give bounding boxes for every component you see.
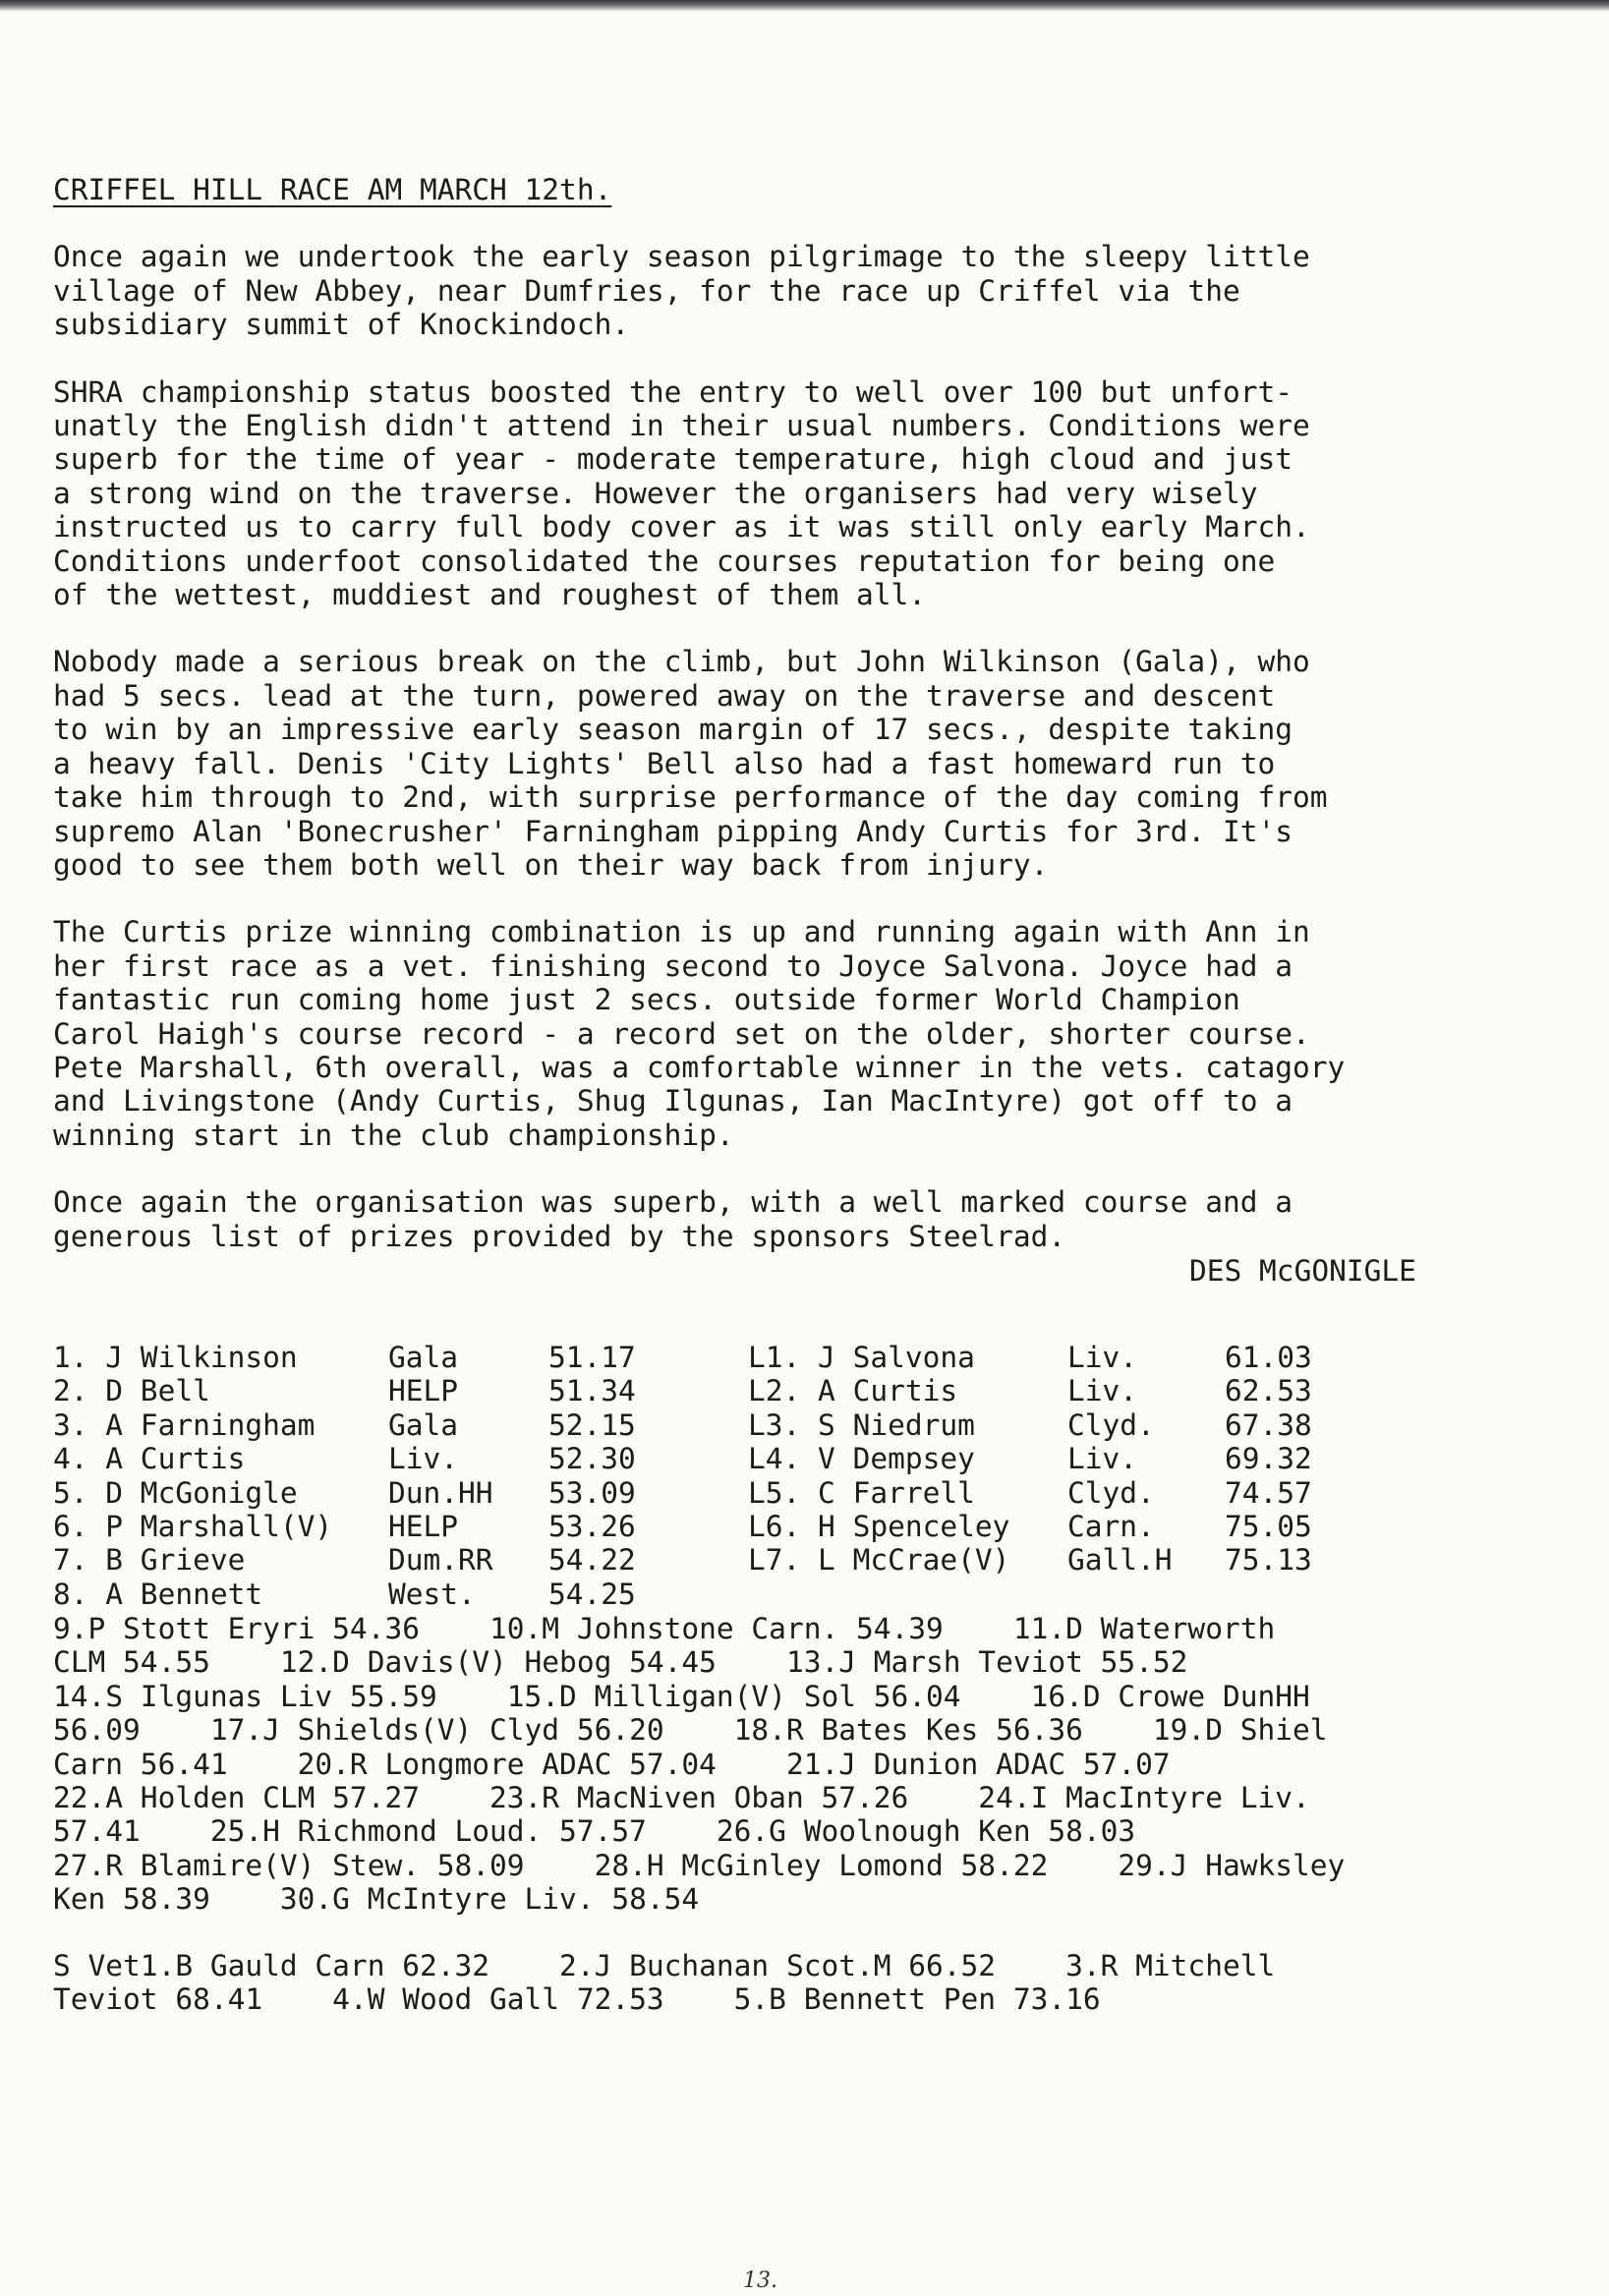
ladies-time-cell: 75.13 [1225, 1543, 1312, 1578]
paragraph-line: of the wettest, muddiest and roughest of them all. [53, 578, 927, 612]
club-cell: Dun.HH [388, 1475, 493, 1510]
results-line: 22.A Holden CLM 57.27 23.R MacNiven Oban 57.26 24.I MacIntyre Liv. [53, 1781, 1310, 1815]
vets-line: Teviot 68.41 4.W Wood Gall 72.53 5.B Bennett Pen 73.16 [53, 1982, 1101, 2017]
results-line: 14.S Ilgunas Liv 55.59 15.D Milligan(V) Sol 56.04 16.D Crowe DunHH [53, 1679, 1310, 1713]
ladies-club-cell: Gall.H [1067, 1543, 1173, 1578]
ladies-club-cell: Liv. [1067, 1442, 1138, 1476]
paragraph-line: a heavy fall. Denis 'City Lights' Bell also had a fast homeward run to [53, 746, 1276, 780]
ladies-time-cell: 75.05 [1225, 1509, 1312, 1543]
paragraph-line: a strong wind on the traverse. However the organisers had very wisely [53, 476, 1258, 510]
ladies-time-cell: 74.57 [1225, 1475, 1312, 1510]
time-cell: 54.25 [548, 1577, 636, 1611]
ladies-position-name-cell: L3. S Niedrum [748, 1407, 975, 1442]
ladies-club-cell: Clyd. [1067, 1475, 1155, 1510]
paragraph-line: Carol Haigh's course record - a record set on the older, shorter course. [53, 1016, 1310, 1051]
paragraph-line: to win by an impressive early season margin of 17 secs., despite taking [53, 713, 1293, 747]
results-line: CLM 54.55 12.D Davis(V) Hebog 54.45 13.J Marsh Teviot 55.52 [53, 1645, 1188, 1680]
ladies-club-cell: Liv. [1067, 1374, 1138, 1408]
paragraph [53, 915, 1567, 1152]
paragraph-line: take him through to 2nd, with surprise performance of the day coming from [53, 780, 1328, 815]
results-line: Carn 56.41 20.R Longmore ADAC 57.04 21.J Dunion ADAC 57.07 [53, 1747, 1171, 1781]
paragraph [53, 375, 1567, 612]
paragraph-line: fantastic run coming home just 2 secs. outside former World Champion [53, 983, 1240, 1017]
paragraph-line: SHRA championship status boosted the entry to well over 100 but unfort- [53, 374, 1293, 409]
page-number: 13. [743, 2268, 777, 2293]
paragraph-line: good to see them both well on their way back from injury. [53, 847, 1049, 882]
ladies-time-cell: 62.53 [1225, 1374, 1312, 1408]
ladies-position-name-cell: L5. C Farrell [748, 1475, 975, 1510]
results-line: Ken 58.39 30.G McIntyre Liv. 58.54 [53, 1882, 700, 1917]
time-cell: 54.22 [548, 1543, 636, 1578]
position-name-cell: 7. B Grieve [53, 1543, 246, 1578]
position-name-cell: 8. A Bennett [53, 1577, 263, 1611]
article-title: CRIFFEL HILL RACE AM MARCH 12th. [53, 173, 612, 206]
paragraph-line: superb for the time of year - moderate temperature, high cloud and just [53, 442, 1293, 477]
club-cell: Gala [388, 1407, 459, 1442]
paragraph-line: and Livingstone (Andy Curtis, Shug Ilgunas, Ian MacIntyre) got off to a [53, 1084, 1293, 1119]
results-continued [53, 1612, 1345, 1917]
paragraph-line: winning start in the club championship. [53, 1118, 734, 1152]
time-cell: 52.30 [548, 1442, 636, 1476]
vets-results [53, 1949, 1275, 2017]
position-name-cell: 1. J Wilkinson [53, 1341, 298, 1374]
ladies-position-name-cell: L1. J Salvona [748, 1341, 975, 1374]
club-cell: Dum.RR [388, 1543, 493, 1578]
article-body [53, 240, 1567, 1253]
results-line: 9.P Stott Eryri 54.36 10.M Johnstone Carn. 54.39 11.D Waterworth [53, 1612, 1276, 1645]
page-top-border [0, 0, 1609, 12]
time-cell: 52.15 [548, 1407, 636, 1442]
paragraph-line: village of New Abbey, near Dumfries, for the race up Criffel via the [53, 273, 1240, 308]
paragraph-line: The Curtis prize winning combination is up and running again with Ann in [53, 915, 1310, 949]
paragraph-line: Once again the organisation was superb, with a well marked course and a [53, 1185, 1293, 1220]
paragraph [53, 1185, 1567, 1253]
position-name-cell: 6. P Marshall(V) [53, 1509, 333, 1543]
vets-line: S Vet1.B Gauld Carn 62.32 2.J Buchanan Scot.M 66.52 3.R Mitchell [53, 1949, 1276, 1982]
club-cell: Gala [388, 1341, 459, 1374]
paragraph-line: subsidiary summit of Knockindoch. [53, 308, 630, 342]
time-cell: 53.09 [548, 1475, 636, 1510]
ladies-club-cell: Carn. [1067, 1509, 1155, 1543]
results-line: 56.09 17.J Shields(V) Clyd 56.20 18.R Bates Kes 56.36 19.D Shiel [53, 1713, 1328, 1748]
ladies-time-cell: 61.03 [1225, 1341, 1312, 1374]
ladies-club-cell: Liv. [1067, 1341, 1138, 1374]
time-cell: 51.17 [548, 1341, 636, 1374]
paragraph-line: generous list of prizes provided by the sponsors Steelrad. [53, 1219, 1066, 1253]
ladies-club-cell: Clyd. [1067, 1407, 1155, 1442]
ladies-position-name-cell: L2. A Curtis [748, 1374, 958, 1408]
ladies-position-name-cell: L7. L McCrae(V) [748, 1543, 1010, 1578]
position-name-cell: 4. A Curtis [53, 1442, 246, 1476]
paragraph-line: instructed us to carry full body cover as it was still only early March. [53, 510, 1310, 545]
club-cell: HELP [388, 1509, 459, 1543]
results-line: 27.R Blamire(V) Stew. 58.09 28.H McGinley Lomond 58.22 29.J Hawksley [53, 1848, 1346, 1882]
results-line: 57.41 25.H Richmond Loud. 57.57 26.G Woolnough Ken 58.03 [53, 1814, 1136, 1849]
author-byline: DES McGONIGLE [1189, 1254, 1416, 1288]
time-cell: 51.34 [548, 1374, 636, 1408]
ladies-position-name-cell: L4. V Dempsey [748, 1442, 975, 1476]
ladies-time-cell: 67.38 [1225, 1407, 1312, 1442]
position-name-cell: 3. A Farningham [53, 1407, 316, 1442]
paragraph-line: her first race as a vet. finishing second to Joyce Salvona. Joyce had a [53, 948, 1293, 983]
paragraph-line: Conditions underfoot consolidated the courses reputation for being one [53, 544, 1276, 578]
position-name-cell: 2. D Bell [53, 1374, 210, 1408]
article [53, 173, 1567, 1253]
paragraph [53, 645, 1567, 882]
time-cell: 53.26 [548, 1509, 636, 1543]
ladies-position-name-cell: L6. H Spenceley [748, 1509, 1010, 1543]
paragraph-line: unatly the English didn't attend in their usual numbers. Conditions were [53, 409, 1310, 443]
club-cell: Liv. [388, 1442, 459, 1476]
paragraph [53, 240, 1567, 341]
club-cell: West. [388, 1577, 476, 1611]
paragraph-line: had 5 secs. lead at the turn, powered away on the traverse and descent [53, 678, 1276, 713]
paragraph-line: Pete Marshall, 6th overall, was a comfortable winner in the vets. catagory [53, 1050, 1346, 1084]
paragraph-line: Once again we undertook the early season pilgrimage to the sleepy little [53, 240, 1310, 274]
paragraph-line: Nobody made a serious break on the climb, but John Wilkinson (Gala), who [53, 645, 1310, 679]
paragraph-line: supremo Alan 'Bonecrusher' Farningham pipping Andy Curtis for 3rd. It's [53, 814, 1293, 848]
position-name-cell: 5. D McGonigle [53, 1475, 298, 1510]
club-cell: HELP [388, 1374, 459, 1408]
ladies-time-cell: 69.32 [1225, 1442, 1312, 1476]
